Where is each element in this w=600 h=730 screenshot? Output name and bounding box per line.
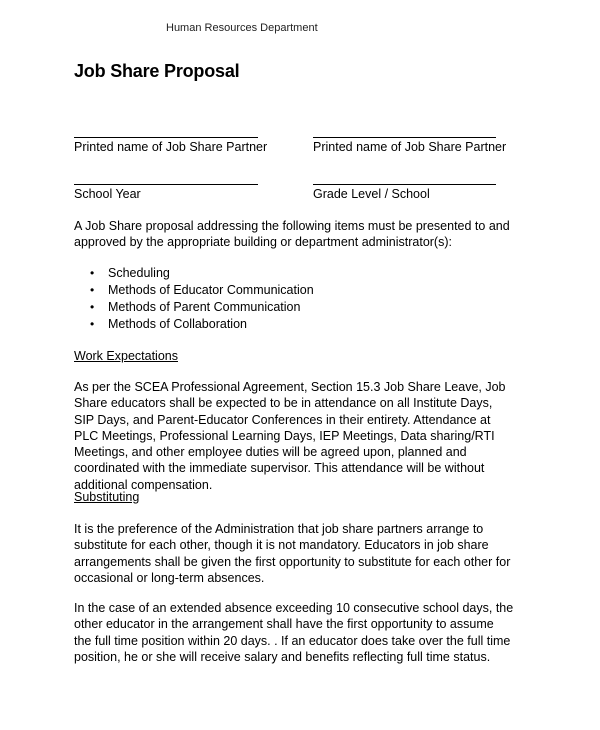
list-item: • Methods of Educator Communication [90,283,314,297]
partner-2-signature-line [313,137,496,138]
bullet-icon: • [90,283,95,297]
school-year-label: School Year [74,187,141,201]
partner-1-label: Printed name of Job Share Partner [74,140,268,154]
partner-2-label: Printed name of Job Share Partner [313,140,507,154]
list-item: • Methods of Parent Communication [90,300,301,314]
intro-paragraph: A Job Share proposal addressing the following items must be presented to and approved by the appropriate building or department administrator(s): [74,219,510,250]
work-expectations-heading: Work Expectations [74,349,178,363]
proposal-items-list [89,265,314,333]
work-expectations-paragraph: As per the SCEA Professional Agreement, Section 15.3 Job Share Leave, Job Share educators shall be expected to be in attendance on all Institute Days, SIP Days, and Parent-Educator Conferences in their entirety. Attendance at PLC Meetings, Professional Learning Days, IEP Meetings, Data sharing/RTI Meetings, and other employee duties will be agreed upon, planned and coordinated with the immediate supervisor. This attendance will be without additional compensation. [74,380,506,492]
grade-level-label: Grade Level / School [313,187,430,201]
department-header [166,22,326,42]
list-item: • Methods of Collaboration [90,317,247,331]
partner-1-signature-line [74,137,258,138]
list-item: • Scheduling [90,266,170,280]
bullet-icon: • [90,317,95,331]
substituting-heading: Substituting [74,490,140,504]
school-year-line [74,184,258,185]
bullet-icon: • [90,300,95,314]
grade-level-line [313,184,496,185]
document-title: Job Share Proposal [74,61,240,81]
department-header-text: Human Resources Department [166,22,318,34]
bullet-icon: • [90,266,95,280]
substituting-paragraph-1: It is the preference of the Administration that job share partners arrange to substitute for each other, though it is not mandatory. Educators in job share arrangements shall be given the first opportunity to substitute for each other for occasional or long-term absences. [74,522,511,585]
substituting-paragraph-2: In the case of an extended absence exceeding 10 consecutive school days, the other educator in the arrangement shall have the first opportunity to assume the full time position within 20 days. . If an educator does take over the full time position, he or she will receive salary and benefits reflecting full time status. [74,601,514,664]
